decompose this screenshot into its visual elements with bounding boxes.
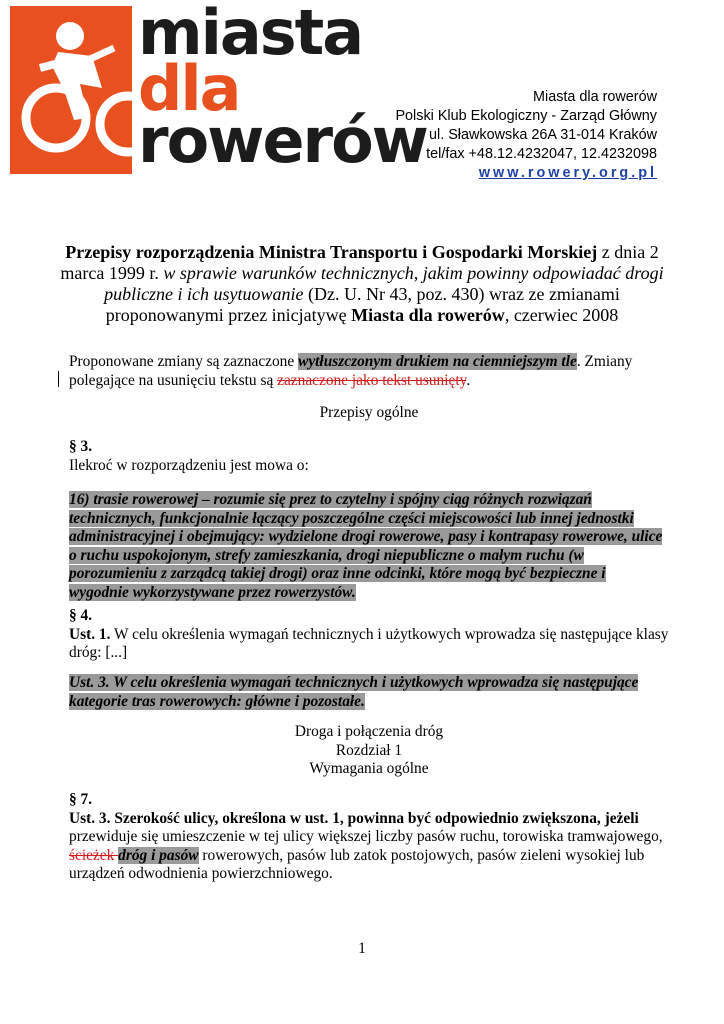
title-reference: (Dz. U. Nr 43, poz. 430) wraz ze zmianami proponowanymi przez inicjatywę bbox=[105, 284, 620, 325]
contact-org: Miasta dla rowerów bbox=[533, 89, 657, 105]
definition-16-text: 16) trasie rowerowej – rozumie się prez to czytelny i spójny ciąg różnych rozwiązań technicznych, funkcjonalnie łączący poszczególne części miejscowości lub innej jednostki administracyjnej i obejmujący: wydzielone drogi rowerowe, pasy i kontrapasy rowerowe, ulice o ruchu uspokojonym, strefy zamieszkania, drogi niepubliczne o małym ruchu (w porozumieniu z zarządcą takiej drogi) oraz inne odcinki, które mogą być bezpieczne i wygodnie wykorzystywane przez rowerzystów. bbox=[69, 491, 663, 601]
paragraph-3 bbox=[69, 438, 669, 475]
logo-word-rowerow: rowerów bbox=[138, 104, 427, 177]
definition-16 bbox=[69, 491, 669, 602]
section-heading-general: Przepisy ogólne bbox=[319, 404, 419, 421]
deleted-sample: zaznaczone jako tekst usunięty bbox=[277, 371, 467, 389]
contact-phone: tel/fax +48.12.4232047, 12.4232098 bbox=[426, 146, 657, 162]
logo-badge bbox=[10, 6, 132, 174]
intro-paragraph bbox=[69, 353, 669, 390]
section-chapter: Rozdział 1 bbox=[335, 741, 403, 759]
logo-word-miasta: miasta bbox=[138, 0, 363, 69]
intro-text-2: . Zmiany polegające na usunięciu tekstu są bbox=[69, 353, 633, 389]
paragraph-7-text-1: przewiduje się umieszczenie w tej ulicy większej liczby pasów ruchu, torowiska tramwajowego, bbox=[69, 828, 663, 845]
title-date: z dnia 2 marca 1999 r. bbox=[60, 242, 659, 283]
paragraph-7-deleted: ścieżek bbox=[69, 846, 119, 864]
logo bbox=[10, 0, 427, 177]
document-title bbox=[60, 242, 664, 326]
section-heading-road bbox=[69, 723, 669, 779]
contact-club: Polski Klub Ekologiczny - Zarząd Główny bbox=[395, 108, 657, 124]
intro-text-3: . bbox=[466, 371, 471, 389]
contact-address: ul. Sławkowska 26A 31-014 Kraków bbox=[429, 127, 657, 143]
paragraph-7-text bbox=[69, 810, 669, 884]
paragraph-7-bold: Ust. 3. Szerokość ulicy, określona w ust. 1, powinna być odpowiednio zwiększona, jeżeli bbox=[69, 809, 639, 827]
paragraph-4 bbox=[69, 607, 669, 663]
ust3-text: Ust. 3. W celu określenia wymagań technicznych i użytkowych wprowadza się następujące kategorie tras rowerowych: główne i pozostałe. bbox=[69, 674, 639, 710]
cyclist-icon bbox=[10, 6, 132, 174]
ust1-label: Ust. 1. bbox=[69, 625, 111, 643]
logo-word-dla: dla bbox=[138, 52, 240, 125]
intro-text: Proponowane zmiany są zaznaczone bbox=[69, 353, 299, 370]
paragraph-7-highlight: dróg i pasów bbox=[118, 846, 199, 864]
page-number: 1 bbox=[358, 940, 366, 957]
ust1-text: W celu określenia wymagań technicznych i użytkowych wprowadza się następujące klasy dróg: [...] bbox=[69, 625, 669, 661]
paragraph-3-heading: § 3. bbox=[69, 438, 93, 455]
website-link[interactable]: www.rowery.org.pl bbox=[478, 165, 657, 181]
title-date-2008: , czerwiec 2008 bbox=[504, 305, 619, 325]
title-subject: w sprawie warunków technicznych, jakim powinny odpowiadać drogi publiczne i ich usytuowanie bbox=[104, 263, 664, 304]
title-initiative: Miasta dla rowerów bbox=[351, 305, 505, 325]
paragraph-4-heading: § 4. bbox=[69, 607, 93, 624]
paragraph-4-ust1 bbox=[69, 626, 669, 663]
highlight-sample: wytłuszczonym drukiem na ciemniejszym tle bbox=[298, 353, 577, 370]
change-bar bbox=[58, 371, 59, 387]
section-requirements: Wymagania ogólne bbox=[309, 760, 429, 777]
paragraph-7 bbox=[69, 791, 669, 884]
section-road-title: Droga i połączenia dróg bbox=[294, 723, 444, 740]
contact-block bbox=[395, 88, 657, 183]
paragraph-3-text: Ilekroć w rozporządzeniu jest mowa o: bbox=[69, 456, 309, 474]
paragraph-7-heading: § 7. bbox=[69, 791, 93, 808]
title-regulation: Przepisy rozporządzenia Ministra Transportu i Gospodarki Morskiej bbox=[65, 242, 598, 262]
paragraph-4-ust3 bbox=[69, 674, 669, 711]
paragraph-7-text-2: rowerowych, pasów lub zatok postojowych, pasów zieleni wysokiej lub urządzeń odwodnienia powierzchniowego. bbox=[69, 846, 645, 882]
